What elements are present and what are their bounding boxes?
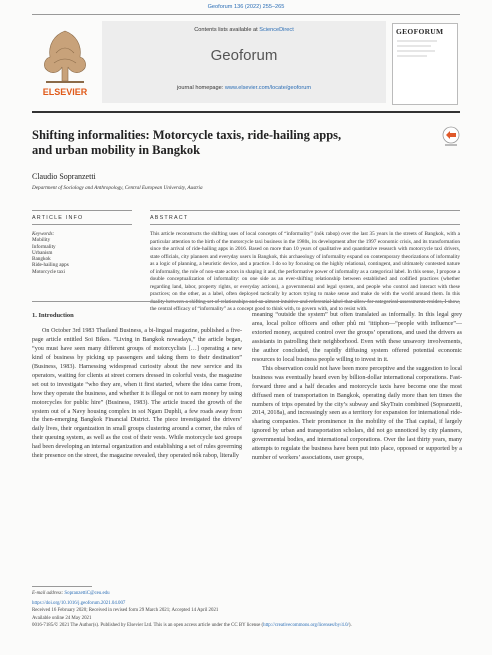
keywords-heading: Keywords: [32, 231, 55, 237]
cover-artwork [393, 24, 457, 104]
sciencedirect-link[interactable]: ScienceDirect [259, 27, 294, 33]
keyword[interactable]: Mobility [32, 237, 51, 244]
copyright-text: 0016-7185/© 2021 The Author(s). Published by Elsevier Ltd. This is an open access article under the CC BY license ( [32, 622, 264, 628]
keyword[interactable]: Ride-hailing apps [32, 262, 69, 269]
keyword[interactable]: Informality [32, 243, 56, 250]
doi-line [32, 600, 462, 607]
keyword[interactable]: Bangkok [32, 256, 51, 263]
check-for-updates-icon[interactable] [441, 126, 461, 148]
article-footer [32, 590, 462, 629]
license-link[interactable]: http://creativecommons.org/licenses/by/4.0/ [263, 622, 349, 628]
abstract-rule [150, 224, 460, 225]
journal-homepage-link[interactable]: www.elsevier.com/locate/geoforum [224, 85, 312, 91]
article-info-heading: ARTICLE INFO [32, 215, 84, 221]
contents-line [102, 27, 386, 33]
doi-link[interactable]: https://doi.org/10.1016/j.geoforum.2021.04.007 [32, 601, 126, 607]
journal-name: Geoforum [210, 47, 278, 64]
author-email-link[interactable]: SopranzettiC@ceu.edu [64, 591, 110, 596]
publisher-wordmark: ELSEVIER [42, 87, 88, 97]
footnote-rule [32, 586, 92, 587]
article-title: Shifting informalities: Motorcycle taxis, ride-hailing apps, and urban mobility in Bangkok [32, 128, 342, 157]
body-column-left [32, 312, 242, 461]
cover-title: GEOFORUM [396, 27, 444, 36]
elsevier-logo [34, 23, 96, 103]
online-line: Available online 24 May 2021 [32, 615, 92, 621]
abstract-heading: ABSTRACT [150, 215, 189, 221]
body-column-right [252, 311, 462, 463]
journal-masthead [32, 14, 460, 113]
author-name[interactable]: Claudio Sopranzetti [32, 172, 96, 181]
copyright-suffix: ). [348, 622, 352, 628]
article-info-rule-top [32, 210, 132, 211]
body-paragraph: This observation could not have been more perceptive and the suggestion to local business was eventually heard even by billion-dollar international corporations. Fast-forward three and a half decades and motorcycle taxis have become one the most diffused men of transportation in Bangkok, operating daily more than ten times the numbers of trips operated by the city’s subway and SkyTrain combined (Sopranzetti, 2014, 2018a), and increasingly seen as a territory for expansion for international ride-sharing companies. Their prominence in the mobility of the Thai capital, if largely ignored by urban and transportation scholars, did not go unnoticed by city planners, governmental bodies, and international corporations. Over the last thirty years, many attempts to regulate the business have been put into place, opposed or supported by a number of workers’ associations, user groups, [252, 365, 462, 462]
author-affiliation: Department of Sociology and Anthropology, Central European University, Austria [32, 185, 203, 191]
journal-cover [392, 23, 458, 105]
history-line: Received 16 February 2020; Received in revised form 29 March 2021; Accepted 14 April 2021 [32, 608, 219, 614]
keywords-block [32, 231, 132, 275]
keyword[interactable]: Motorcycle taxi [32, 268, 65, 275]
email-label: E-mail address: [32, 591, 65, 596]
body-paragraph: On October 3rd 1983 Thailand Business, a bi-lingual magazine, published a five-page article entitled Soi Bikes. “Living in Bangkok nowadays,” the article began, “you must have seen many different groups of motorcyclists […] operating a new kind of business by picking up passengers and taking them to their destination” (Business, 1983). Harnessing widespread curiosity about the new service and its operators, waiting for clients at street corners dressed in colorful vests, the magazine set out to investigate “who they are, when it first started, where the idea came from, how they operate the business, and whether it is illegal or not to earn money by using motorcycles for public hire” (Business, 1983). The article traced the growth of the system out of a Navy housing complex in soi Ngam Duphli, a few roads away from the then-emerging Bangkok Financial District. The piece investigated the drivers’ daily lives, their organization in small groups clustering around a corner, the rules of their queuing system, as well as the cost of their vests. While motorcycle taxi groups had been developing an internal organization and establishing a set of rules governing their presence on the street, the magazine revealed, they operated nók rabop, literally [32, 327, 242, 460]
abstract-text: This article reconstructs the shifting uses of local concepts of “informality” (nók rabop) over the last 35 years in the streets of Bangkok, with a particular attention to the birth of the motorcycle taxi business in the 1980s, its development after the 1997 economic crisis, and its transformation since the arrival of ride-hailing apps in 2016. Based on more than 10 years of qualitative and quantitative research with motorcycle taxi drivers, state officials, city planners and everyday users in Bangkok, this archaeology of informality expand on contemporary theorizations of informality as a logic of planning, a heuristic device, and a practice. I do so by focusing on the highly relational, contingent, and ultimately contested nature of informality, the role of non-state actors in shaping it and, the performative power of informality as a categorical label. In this sense, I propose a double conceptualization of informality: on one side as an ever-shifting relationship between established and codified practices (whether regarding land, labor, property rights, or everyday actions), a governmental and legal system, and people who control and interact with these practices; on the other, as a label, often deployed tactically by actors trying to make sense and make do with the world around them. In this duality between a shifting set of relationships and an almost intuitive and referential label that allow for categorical assessments resides, I show, the central efficacy of “informality” as a concept good to think with, to govern with, and to resist with. [150, 231, 460, 313]
body-paragraph: meaning “outside the system” but often translated as informally. In this legal grey area, local police officers and other phû mi ‘ittiphon—“people with influence”—extorted money, acquired control over the groups’ operations, and used the drivers as assistants in patrolling their neighborhood. Even with these unsavory involvements, the author concluded, the rapidly diffusing system offered potential economic resources to local business people willing to invest in it. [252, 312, 462, 363]
copyright-line [32, 622, 462, 629]
contents-prefix: Contents lists available at [194, 27, 260, 33]
homepage-line [102, 85, 386, 91]
keyword[interactable]: Urbanism [32, 249, 53, 256]
masthead-center [102, 21, 386, 103]
email-line [32, 590, 462, 597]
abstract-rule-top [150, 210, 460, 211]
homepage-prefix: journal homepage: [176, 85, 225, 91]
body-divider [32, 301, 460, 302]
article-info-rule [32, 224, 132, 225]
journal-reference[interactable]: Geoforum 136 (2022) 255–265 [207, 4, 285, 10]
section-heading: 1. Introduction [32, 312, 74, 319]
